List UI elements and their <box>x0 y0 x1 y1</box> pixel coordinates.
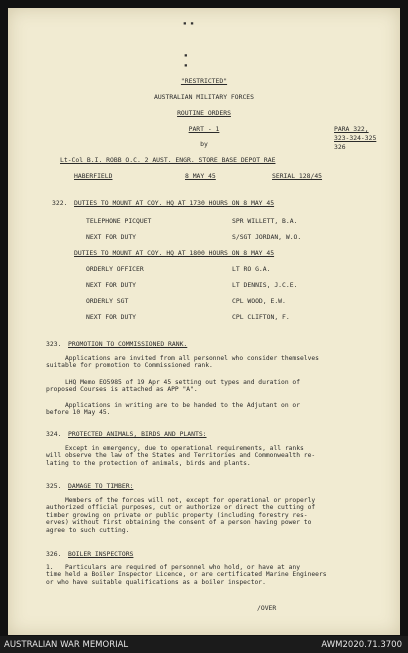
document-page <box>8 8 400 635</box>
section-number: 325. <box>46 482 62 490</box>
part-label: PART - 1 <box>188 125 220 133</box>
duty-name: NEXT FOR DUTY <box>86 233 137 241</box>
section-heading: BOILER INSPECTORS <box>68 550 134 558</box>
paragraph: Applications in writing are to be handed to the Adjutant on or before 10 May 45. <box>46 402 301 417</box>
archive-footer <box>0 636 408 653</box>
paragraph: Members of the forces will not, except for operational or properly authorized official purposes, cut or authorize or direct the cutting of timber growing on private or public property (including forestry res- erves) without first obtaining the consent of a person having power to agree to such cutting. <box>46 497 316 534</box>
place: HABERFIELD <box>74 172 113 180</box>
para-last: 326 <box>334 143 346 151</box>
section-number: 324. <box>46 430 62 438</box>
duties-heading-1800: DUTIES TO MOUNT AT COY. HQ AT 1800 HOURS ON 8 MAY 45 <box>74 249 275 257</box>
organisation: AUSTRALIAN MILITARY FORCES <box>153 93 255 101</box>
duty-person: S/SGT JORDAN, W.O. <box>232 233 302 241</box>
paragraph: Applications are invited from all personnel who consider themselves suitable for promotion to Commissioned rank. <box>46 355 319 370</box>
order-date: 8 MAY 45 <box>185 172 216 180</box>
duty-name: ORDERLY SGT <box>86 297 129 305</box>
duty-name: ORDERLY OFFICER <box>86 265 144 273</box>
duty-person: SPR WILLETT, B.A. <box>232 217 298 225</box>
para-range: 323-324-325 <box>334 134 377 142</box>
by-label: by <box>200 140 208 148</box>
duty-name: NEXT FOR DUTY <box>86 281 137 289</box>
duty-name: TELEPHONE PICQUET <box>86 217 152 225</box>
classification: "RESTRICTED" <box>180 77 228 85</box>
section-number: 326. <box>46 550 62 558</box>
binding-mark: ▪ ▪ <box>183 20 194 27</box>
duty-person: CPL CLIFTON, F. <box>232 313 290 321</box>
para-label: PARA 322, <box>334 125 369 133</box>
section-number: 323. <box>46 340 62 348</box>
binding-mark: ▪ <box>184 62 188 69</box>
section-heading: DAMAGE TO TIMBER: <box>68 482 134 490</box>
paragraph: 1. Particulars are required of personnel who hold, or have at any time held a Boiler Inspector Licence, or are certificated Marine Engineers or who have suitable qualifications as a boiler inspector. <box>46 564 327 586</box>
duty-person: LT RO G.A. <box>232 265 271 273</box>
duty-person: CPL WOOD, E.W. <box>232 297 286 305</box>
paragraph: LHQ Memo EO5985 of 19 Apr 45 setting out types and duration of proposed Courses is attached as APP "A". <box>46 379 301 394</box>
commander-line: Lt-Col B.I. ROBB O.C. 2 AUST. ENGR. STORE BASE DEPOT RAE <box>60 156 276 164</box>
paragraph: Except in emergency, due to operational requirements, all ranks will observe the law of the States and Territories and Commonwealth re- lating to the protection of animals, birds and plants. <box>46 445 316 467</box>
duties-heading-1730: DUTIES TO MOUNT AT COY. HQ AT 1730 HOURS ON 8 MAY 45 <box>74 199 275 207</box>
serial-number: SERIAL 128/45 <box>272 172 323 180</box>
document-title: ROUTINE ORDERS <box>177 109 231 117</box>
section-heading: PROMOTION TO COMMISSIONED RANK. <box>68 340 188 348</box>
duty-person: LT DENNIS, J.C.E. <box>232 281 298 289</box>
duty-name: NEXT FOR DUTY <box>86 313 137 321</box>
archive-name: AUSTRALIAN WAR MEMORIAL <box>4 640 129 650</box>
binding-mark: ▪ <box>184 52 188 59</box>
continuation-marker: /OVER <box>257 604 277 612</box>
section-heading: PROTECTED ANIMALS, BIRDS AND PLANTS: <box>68 430 207 438</box>
accession-number: AWM2020.71.3700 <box>321 640 402 650</box>
section-number: 322. <box>52 199 68 207</box>
